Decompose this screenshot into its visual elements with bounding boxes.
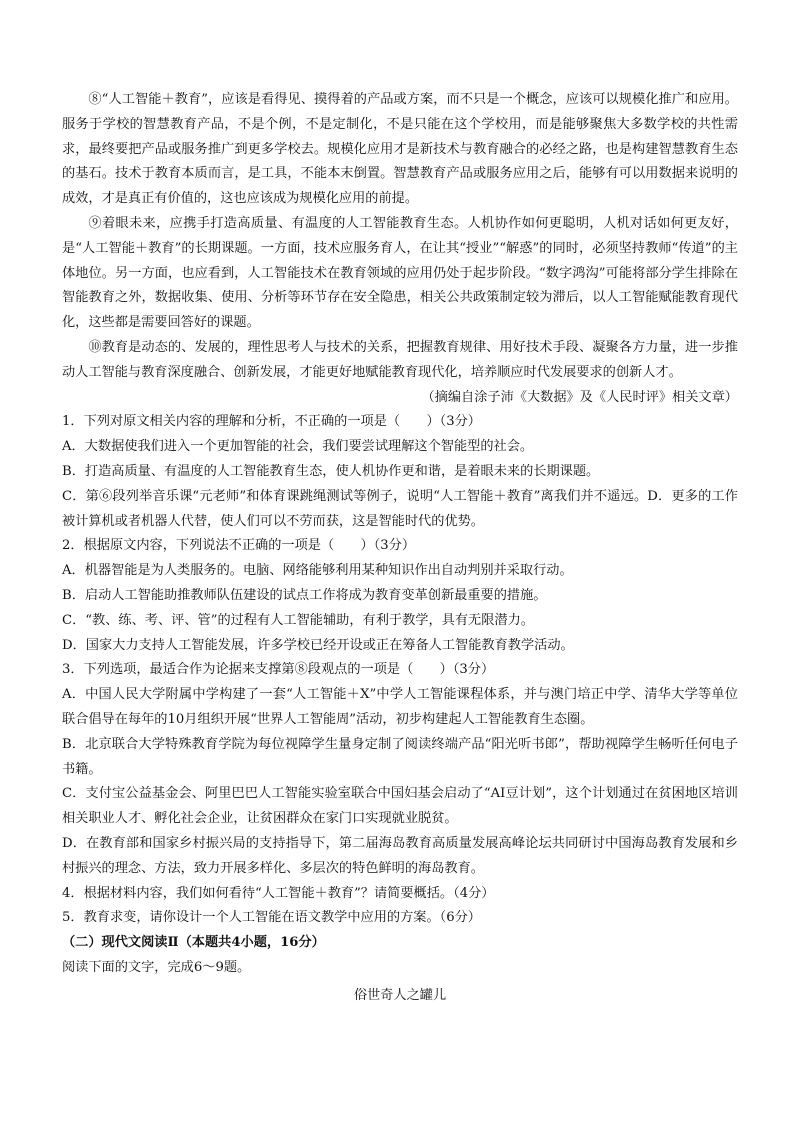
question-4: 4．根据材料内容，我们如何看待“人工智能＋教育”？请简要概括。（4分） [62, 885, 495, 901]
option-a: A．机器智能是为人类服务的。电脑、网络能够利用某种知识作出自动判别并采取行动。 [62, 563, 573, 579]
question-stem: 1．下列对原文相关内容的理解和分析，不正确的一项是（ ）（3分） [62, 414, 481, 430]
question-1 [62, 410, 738, 534]
reading-instruction: 阅读下面的文字，完成6～9题。 [62, 959, 251, 975]
option-b: B．打造高质量、有温度的人工智能教育生态，使人机协作更和谐，是着眼未来的长期课题。 [62, 463, 600, 479]
option-c-d: C．第⑥段列举音乐课“元老师”和体育课跳绳测试等例子，说明“人工智能＋教育”离我们并不遥远。D．更多的工作被计算机或者机器人代替，使人们可以不劳而获，这是智能时代的优势。 [62, 488, 738, 529]
question-stem: 2．根据原文内容，下列说法不正确的一项是（ ）（3分） [62, 538, 416, 554]
option-a: A．中国人民大学附属中学构建了一套“人工智能＋X”中学人工智能课程体系，并与澳门培正中学、清华大学等单位联合倡导在每年的10月组织开展“世界人工智能周”活动，初步构建起人工智能教育生态圈。 [62, 687, 738, 727]
story-title: 俗世奇人之罐儿 [353, 987, 447, 1003]
paragraph-9: ⑨着眼未来，应携手打造高质量、有温度的人工智能教育生态。人机协作如何更聪明，人机对话如何更友好，是“人工智能＋教育”的长期课题。一方面，技术应服务育人，在让其“授业”“解惑”的同时，必须坚持教师“传道”的主体地位。另一方面，也应看到，人工智能技术在教育领域的应用仍处于起步阶段。“数字鸿沟”可能将部分学生排除在智能教育之外，数据收集、使用、分析等环节存在安全隐患，相关公共政策制定较为滞后，以人工智能赋能教育现代化，这些都是需要回答好的课题。 [62, 215, 738, 331]
question-stem: 3．下列选项，最适合作为论据来支撑第⑧段观点的一项是（ ）（3分） [62, 662, 495, 678]
source-citation: （摘编自涂子沛《大数据》及《人民时评》相关文章） [421, 389, 738, 405]
question-5: 5．教育求变，请你设计一个人工智能在语文教学中应用的方案。（6分） [62, 910, 481, 926]
paragraph-8: ⑧“人工智能＋教育”，应该是看得见、摸得着的产品或方案，而不只是一个概念，应该可以规模化推广和应用。服务于学校的智慧教育产品，不是个例，不是定制化，不是只能在这个学校用，而是能够聚焦大多数学校的共性需求，最终要把产品或服务推广到更多学校去。规模化应用才是新技术与教育融合的必经之路，也是构建智慧教育生态的基石。技术于教育本质而言，是工具，不能本末倒置。智慧教育产品或服务应用之后，能够有可以用数据来说明的成效，才是真正有价值的，这也应该成为规模化应用的前提。 [62, 92, 738, 207]
option-c: C．“教、练、考、评、管”的过程有人工智能辅助，有利于教学，具有无限潜力。 [62, 612, 534, 628]
option-a: A．大数据使我们进入一个更加智能的社会，我们要尝试理解这个智能型的社会。 [62, 439, 534, 455]
option-d: D．在教育部和国家乡村振兴局的支持指导下，第二届海岛教育高质量发展高峰论坛共同研讨中国海岛教育发展和乡村振兴的理念、方法，致力开展多样化、多层次的特色鲜明的海岛教育。 [62, 835, 738, 876]
option-c: C．支付宝公益基金会、阿里巴巴人工智能实验室联合中国妇基会启动了“AI豆计划”，这个计划通过在贫困地区培训相关职业人才、孵化社会企业，让贫困群众在家门口实现就业脱贫。 [62, 786, 738, 827]
document-page [62, 88, 738, 1011]
option-b: B．启动人工智能助推教师队伍建设的试点工作将成为教育变革创新最重要的措施。 [62, 587, 547, 603]
option-b: B．北京联合大学特殊教育学院为每位视障学生量身定制了阅读终端产品“阳光听书郎”，帮助视障学生畅听任何电子书籍。 [62, 736, 738, 777]
question-3 [62, 658, 738, 881]
section-heading: （二）现代文阅读Ⅱ（本题共4小题，16分） [62, 935, 325, 951]
paragraph-10: ⑩教育是动态的、发展的，理性思考人与技术的关系，把握教育规律、用好技术手段、凝聚各方力量，进一步推动人工智能与教育深度融合、创新发展，才能更好地赋能教育现代化，培养顺应时代发展要求的创新人才。 [62, 339, 738, 380]
option-d: D．国家大力支持人工智能发展，许多学校已经开设或正在筹备人工智能教育教学活动。 [62, 637, 574, 653]
question-2 [62, 534, 738, 658]
